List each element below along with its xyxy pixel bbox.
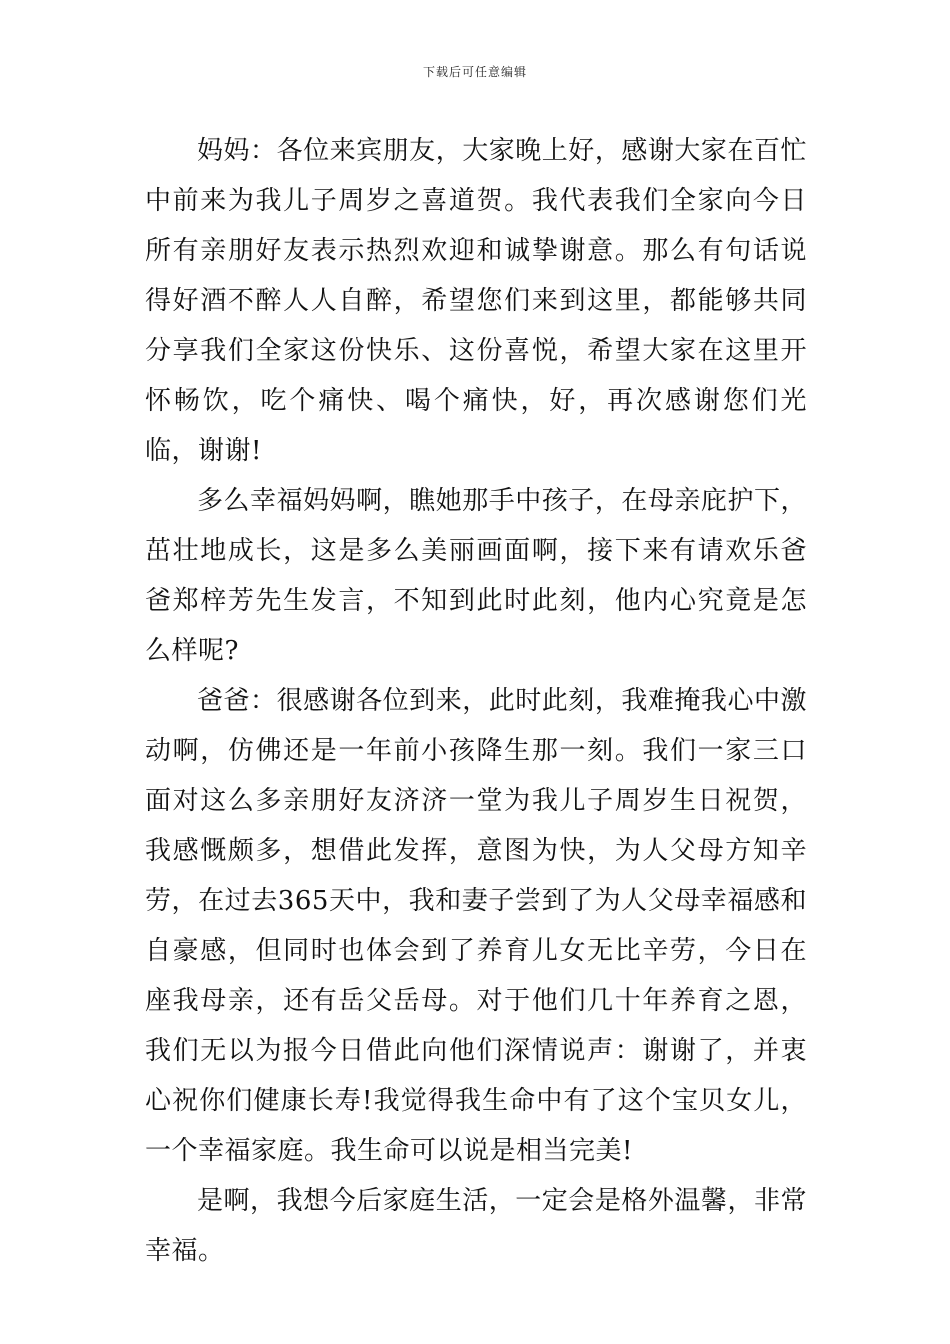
- paragraph-mother-speech: 妈妈：各位来宾朋友，大家晚上好，感谢大家在百忙中前来为我儿子周岁之喜道贺。我代表我们全家向今日所有亲朋好友表示热烈欢迎和诚挚谢意。那么有句话说得好酒不醉人人自醉，希望您们来到这里，都能够共同分享我们全家这份快乐、这份喜悦，希望大家在这里开怀畅饮，吃个痛快、喝个痛快，好，再次感谢您们光临，谢谢!: [145, 136, 807, 466]
- paragraph-father-speech: 爸爸：很感谢各位到来，此时此刻，我难掩我心中激动啊，仿佛还是一年前小孩降生那一刻。我们一家三口面对这么多亲朋好友济济一堂为我儿子周岁生日祝贺，我感慨颇多，想借此发挥，意图为快，为人父母方知辛劳，在过去365天中，我和妻子尝到了为人父母幸福感和自豪感，但同时也体会到了养育儿女无比辛劳，今日在座我母亲，还有岳父岳母。对于他们几十年养育之恩，我们无以为报今日借此向他们深情说声：谢谢了，并衷心祝你们健康长寿!我觉得我生命中有了这个宝贝女儿，一个幸福家庭。我生命可以说是相当完美!: [145, 686, 807, 1166]
- paragraph-host-closing: 是啊，我想今后家庭生活，一定会是格外温馨，非常幸福。: [145, 1186, 807, 1266]
- page-header-note: 下载后可任意编辑: [422, 65, 527, 79]
- paragraph-host-transition: 多么幸福妈妈啊，瞧她那手中孩子，在母亲庇护下，茁壮地成长，这是多么美丽画面啊，接下来有请欢乐爸爸郑梓芳先生发言，不知到此时此刻，他内心究竟是怎么样呢?: [145, 486, 807, 666]
- document-body: [145, 126, 807, 1276]
